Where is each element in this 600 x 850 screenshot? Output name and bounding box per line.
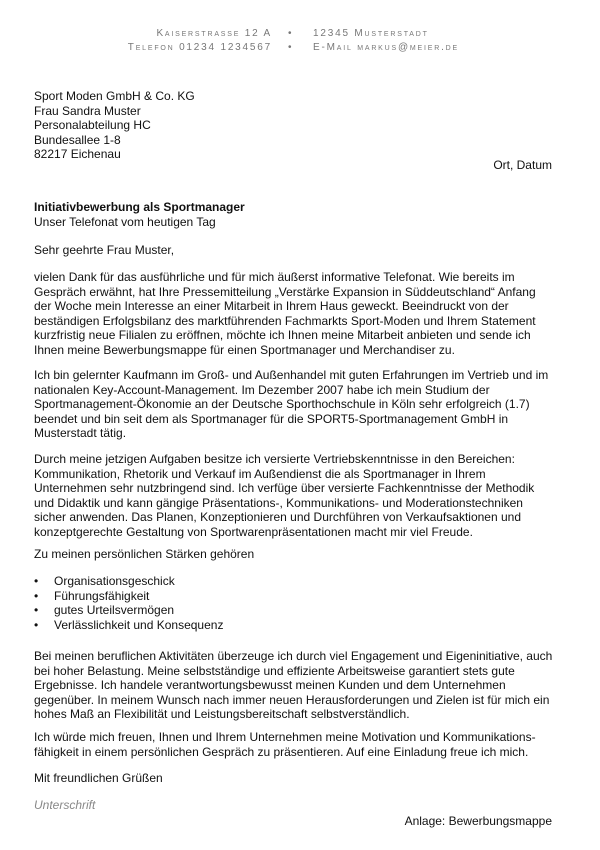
recipient-department: Personalabteilung HC [34,118,151,132]
sender-phone: Telefon 01234 1234567 [127,42,272,53]
subject-reference: Unser Telefonat vom heutigen Tag [34,214,216,229]
list-item [34,574,223,589]
bullet-icon: • [34,588,39,603]
list-item [34,603,223,618]
letter-date: Ort, Datum [493,158,552,172]
subject-title: Initiativbewerbung als Sportmanager [34,200,245,214]
recipient-person: Frau Sandra Muster [34,103,141,118]
list-item [34,618,223,633]
letterhead [0,27,600,55]
recipient-city: 82217 Eichenau [34,147,121,161]
sender-city: 12345 Musterstadt [313,28,429,39]
sender-email: E-Mail markus@meier.de [313,42,459,53]
salutation: Sehr geehrte Frau Muster, [34,243,175,257]
letterhead-row-address [0,27,600,41]
letterhead-separator: • [288,28,294,39]
letterhead-row-contact [0,41,600,55]
list-item-label: Organisationsgeschick [54,574,175,588]
signature: Unterschrift [34,798,96,812]
recipient-street: Bundesallee 1-8 [34,132,121,147]
paragraph-work-style: Bei meinen beruflichen Aktivitäten überzeuge ich durch viel Engagement und Eigeninitiative, auch bei hoher Belastung. Meine selbstständige und effiziente Arbeitsweise garantiert stets gute Ergebnisse. Ich handele verantwortungsbewusst meinen Kunden und dem Unternehmen gegenüber. In meinem Wunsch nach immer neuen Herausforderungen und Zielen ist für mich ein hohes Maß an Flexibilität und Leistungsbereitschaft selbstverständlich. [34,649,553,721]
closing-formula: Mit freundlichen Grüßen [34,771,163,785]
recipient-company: Sport Moden GmbH & Co. KG [34,89,195,103]
list-item-label: gutes Urteilsvermögen [54,603,175,617]
list-item-label: Verlässlichkeit und Konsequenz [54,617,224,632]
subject-block [34,200,554,229]
sender-street: Kaiserstrasse 12 A [156,28,272,39]
enclosure-note: Anlage: Bewerbungsmappe [404,814,552,828]
bullet-icon: • [34,603,39,617]
strengths-list [34,574,223,632]
paragraph-skills: Durch meine jetzigen Aufgaben besitze ich versierte Vertriebskenntnisse in den Bereichen: Kommunikation, Rhetorik und Verkauf im Außendienst die als Sportmanager in Ihrem Unternehmen sehr nutzbringend sind. Ich verfüge über versierte Fachkenntnisse der Methodik und Didaktik und kann gängige Präsentations-, Kommunikations- und Moderationstechniken sicher anwenden. Das Planen, Konzeptionieren und Durchführen von Verkaufsaktionen und konzeptgerechte Gestaltung von Sportwarenpräsentationen macht mir viel Freude. [34,452,535,539]
paragraph-strengths-intro: Zu meinen persönlichen Stärken gehören [34,547,255,561]
list-item [34,589,223,604]
paragraph-intro: vielen Dank für das ausführliche und für mich äußerst informative Telefonat. Wie bereits im Gespräch erwähnt, hat Ihre Pressemitteilung „Verstärke Expansion in Süddeutschland“ Anfang der Woche mein Interesse an einer Mitarbeit in Ihrem Haus geweckt. Beeindruckt von der beständigen Erfolgsbilanz des marktführenden Fachmarkts Sport-Moden und Ihrem Statement kurzfristig neue Filialen zu eröffnen, möchte ich Ihnen meine Mitarbeit anbieten und sende ich Ihnen meine Bewerbungsmappe für einen Sportmanager und Merchandiser zu. [34,270,536,357]
bullet-icon: • [34,574,39,588]
recipient-address [34,89,554,162]
paragraph-closing-request: Ich würde mich freuen, Ihnen und Ihrem Unternehmen meine Motivation und Kommunikations-fähigkeit in einem persönlichen Gespräch zu präsentieren. Auf eine Einladung freue ich mich. [34,730,536,759]
bullet-icon: • [34,617,39,632]
letterhead-separator: • [288,42,294,53]
list-item-label: Führungsfähigkeit [54,588,150,603]
paragraph-qualification: Ich bin gelernter Kaufmann im Groß- und Außenhandel mit guten Erfahrungen im Vertrieb und im nationalen Key-Account-Management. Im Dezember 2007 habe ich mein Studium der Sportmanagement-Ökonomie an der Deutsche Sporthochschule in Köln sehr erfolgreich (1.7) beendet und bin seit dem als Sportmanager für die SPORT5-Sportmanagement GmbH in Musterstadt tätig. [34,368,549,440]
